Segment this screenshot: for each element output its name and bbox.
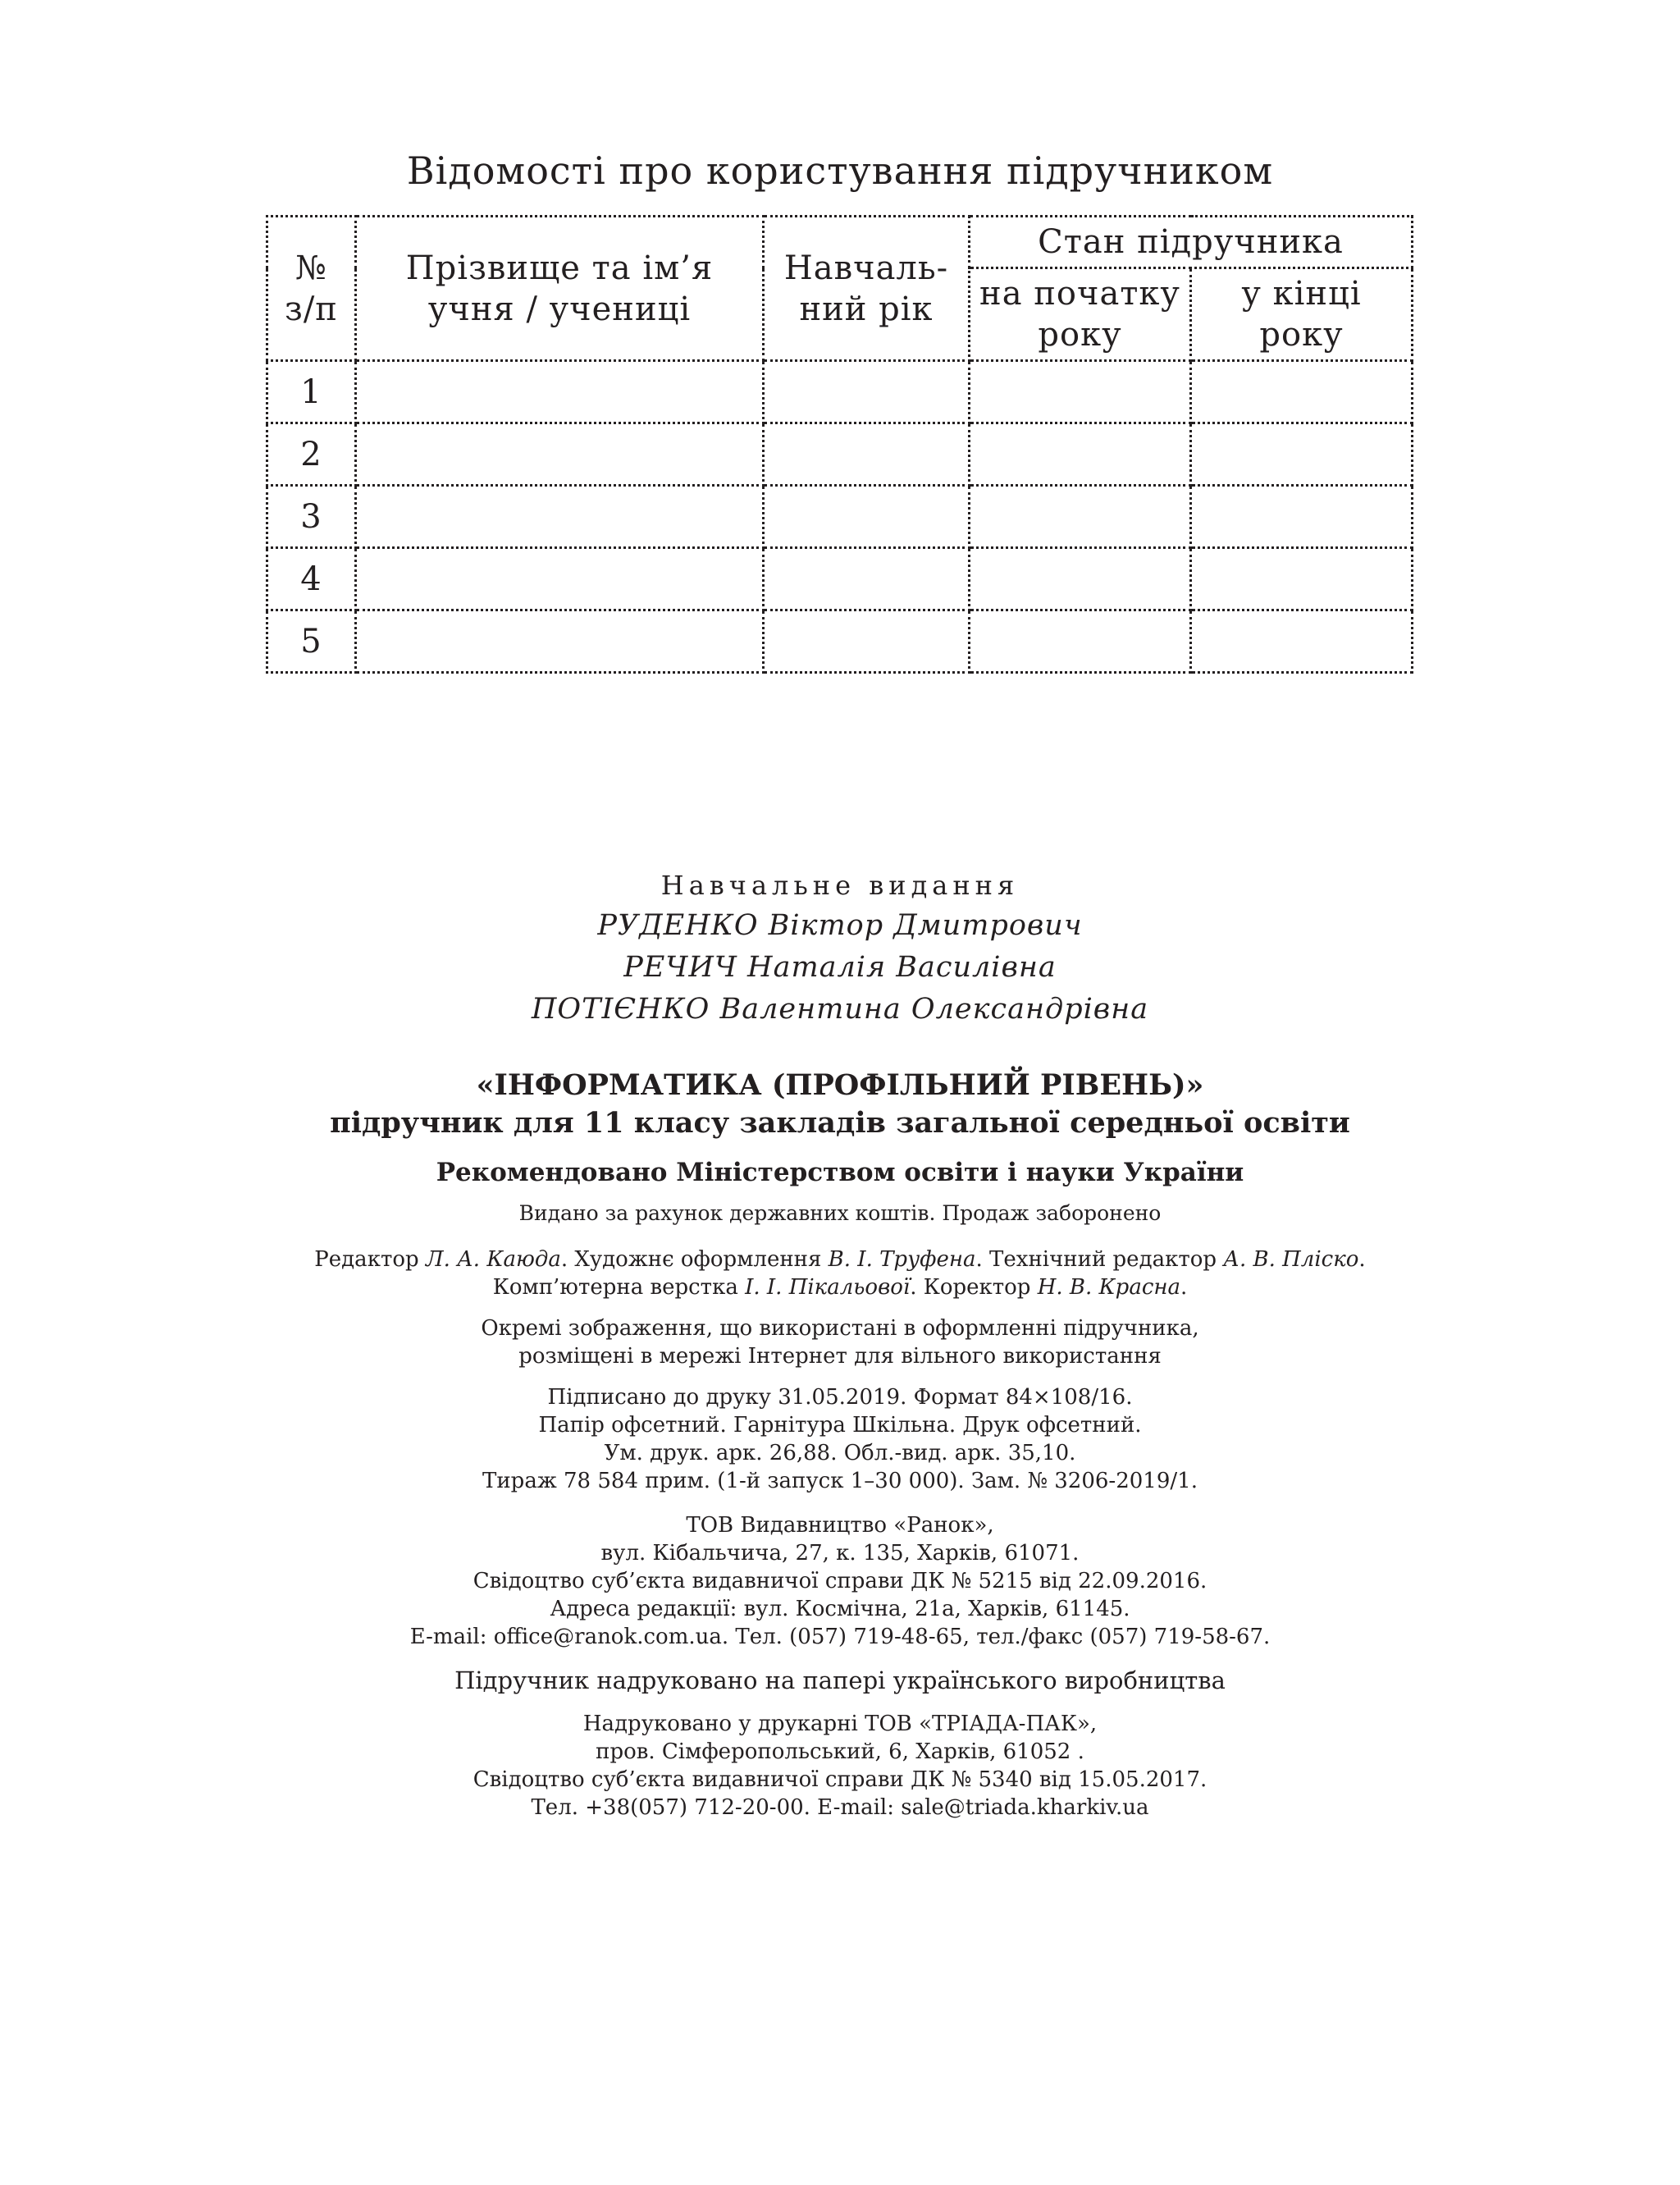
header-number-line1: № xyxy=(295,249,327,287)
paper-note: Підручник надруковано на папері українського виробництва xyxy=(454,1666,1226,1694)
header-end-line1: у кінці xyxy=(1241,275,1362,313)
condition-end-cell xyxy=(1191,423,1413,486)
imprint xyxy=(0,866,1680,1822)
condition-start-cell xyxy=(970,486,1191,548)
publisher-line: Свідоцтво суб’єкта видавничої справи ДК № 5215 від 22.09.2016. xyxy=(472,1569,1208,1593)
images-note-line: розміщені в мережі Інтернет для вільного використання xyxy=(518,1344,1162,1369)
table-row xyxy=(267,423,1413,486)
book-title: «ІНФОРМАТИКА (ПРОФІЛЬНИЙ РІВЕНЬ)» xyxy=(476,1068,1204,1102)
credits xyxy=(0,1246,1680,1301)
school-year-cell xyxy=(764,486,970,548)
author-name: РЕЧИЧ Наталія Василівна xyxy=(623,951,1057,984)
header-name-line2: учня / учениці xyxy=(427,290,692,328)
row-number: 5 xyxy=(267,610,356,673)
printer-contact-line: Тел. +38(057) 712-20-00. E-mail: sale@triada.kharkiv.ua xyxy=(531,1795,1149,1820)
credits-line-2 xyxy=(0,1273,1680,1301)
condition-end-cell xyxy=(1191,361,1413,423)
publisher-info xyxy=(0,1511,1680,1651)
layout-name: І. І. Пікальової xyxy=(745,1275,911,1300)
header-name xyxy=(356,217,764,361)
row-number: 3 xyxy=(267,486,356,548)
proofreader-name: Н. В. Красна xyxy=(1037,1275,1181,1300)
usage-table xyxy=(266,215,1413,674)
printer-line: пров. Сімферопольський, 6, Харків, 61052 . xyxy=(596,1739,1084,1764)
table-row xyxy=(267,548,1413,610)
condition-start-cell xyxy=(970,610,1191,673)
header-year-line1: Навчаль- xyxy=(783,249,949,287)
header-start-line2: року xyxy=(1038,316,1122,354)
table-row xyxy=(267,610,1413,673)
printer-line: Свідоцтво суб’єкта видавничої справи ДК № 5340 від 15.05.2017. xyxy=(472,1767,1208,1792)
condition-end-cell xyxy=(1191,486,1413,548)
table-row xyxy=(267,486,1413,548)
row-number: 1 xyxy=(267,361,356,423)
table-row xyxy=(267,361,1413,423)
school-year-cell xyxy=(764,423,970,486)
header-condition: Стан підручника xyxy=(970,217,1413,268)
condition-start-cell xyxy=(970,361,1191,423)
row-number: 4 xyxy=(267,548,356,610)
header-number xyxy=(267,217,356,361)
images-note-line: Окремі зображення, що використані в оформленні підручника, xyxy=(481,1316,1199,1341)
header-year xyxy=(764,217,970,361)
tech-editor-name: А. В. Пліско xyxy=(1223,1247,1359,1272)
header-condition-end xyxy=(1191,268,1413,361)
student-name-cell xyxy=(356,610,764,673)
credits-end-1: . xyxy=(1358,1247,1366,1272)
printer-info xyxy=(0,1710,1680,1822)
tech-label: . Технічний редактор xyxy=(975,1247,1224,1272)
editor-name: Л. А. Каюда xyxy=(425,1247,561,1272)
header-end-line2: року xyxy=(1259,316,1344,354)
publisher-line: Адреса редакції: вул. Космічна, 21а, Харків, 61145. xyxy=(550,1597,1130,1621)
images-note xyxy=(0,1314,1680,1370)
condition-end-cell xyxy=(1191,610,1413,673)
school-year-cell xyxy=(764,548,970,610)
usage-table-title: Відомості про користування підручником xyxy=(406,149,1274,193)
recommendation-line: Рекомендовано Міністерством освіти і науки України xyxy=(436,1158,1244,1187)
print-details xyxy=(0,1383,1680,1495)
student-name-cell xyxy=(356,486,764,548)
funding-notice: Видано за рахунок державних коштів. Продаж заборонено xyxy=(518,1201,1162,1225)
publisher-contact-line: E-mail: office@ranok.com.ua. Тел. (057) 719-48-65, тел./факс (057) 719-58-67. xyxy=(409,1625,1271,1649)
student-name-cell xyxy=(356,423,764,486)
publisher-line: вул. Кібальчича, 27, к. 135, Харків, 61071. xyxy=(600,1541,1080,1566)
condition-start-cell xyxy=(970,548,1191,610)
header-year-line2: ний рік xyxy=(799,290,934,328)
proof-label: . Коректор xyxy=(910,1275,1038,1300)
print-detail-line: Тираж 78 584 прим. (1-й запуск 1–30 000). Зам. № 3206-2019/1. xyxy=(482,1469,1198,1493)
condition-end-cell xyxy=(1191,548,1413,610)
print-detail-line: Підписано до друку 31.05.2019. Формат 84×108/16. xyxy=(547,1385,1133,1410)
printer-line: Надруковано у друкарні ТОВ «ТРІАДА-ПАК», xyxy=(582,1712,1098,1736)
row-number: 2 xyxy=(267,423,356,486)
art-designer-name: В. І. Труфена xyxy=(828,1247,976,1272)
header-name-line1: Прізвище та ім’я xyxy=(405,249,714,287)
header-start-line1: на початку xyxy=(979,275,1180,313)
header-number-line2: з/п xyxy=(285,290,338,328)
art-label: . Художнє оформлення xyxy=(560,1247,829,1272)
print-detail-line: Ум. друк. арк. 26,88. Обл.-вид. арк. 35,10. xyxy=(604,1441,1076,1465)
condition-start-cell xyxy=(970,423,1191,486)
layout-label: Комп’ютерна верстка xyxy=(492,1275,746,1300)
author-name: ПОТІЄНКО Валентина Олександрівна xyxy=(531,993,1149,1026)
publication-kind: Навчальне видання xyxy=(660,870,1020,901)
credits-line-1 xyxy=(0,1246,1680,1273)
print-detail-line: Папір офсетний. Гарнітура Шкільна. Друк офсетний. xyxy=(538,1413,1142,1438)
header-condition-start xyxy=(970,268,1191,361)
author-name: РУДЕНКО Віктор Дмитрович xyxy=(597,909,1083,942)
school-year-cell xyxy=(764,610,970,673)
student-name-cell xyxy=(356,361,764,423)
book-subtitle: підручник для 11 класу закладів загальної середньої освіти xyxy=(330,1106,1350,1140)
credits-end-2: . xyxy=(1180,1275,1188,1300)
editor-label: Редактор xyxy=(314,1247,426,1272)
school-year-cell xyxy=(764,361,970,423)
student-name-cell xyxy=(356,548,764,610)
publisher-line: ТОВ Видавництво «Ранок», xyxy=(686,1513,994,1538)
